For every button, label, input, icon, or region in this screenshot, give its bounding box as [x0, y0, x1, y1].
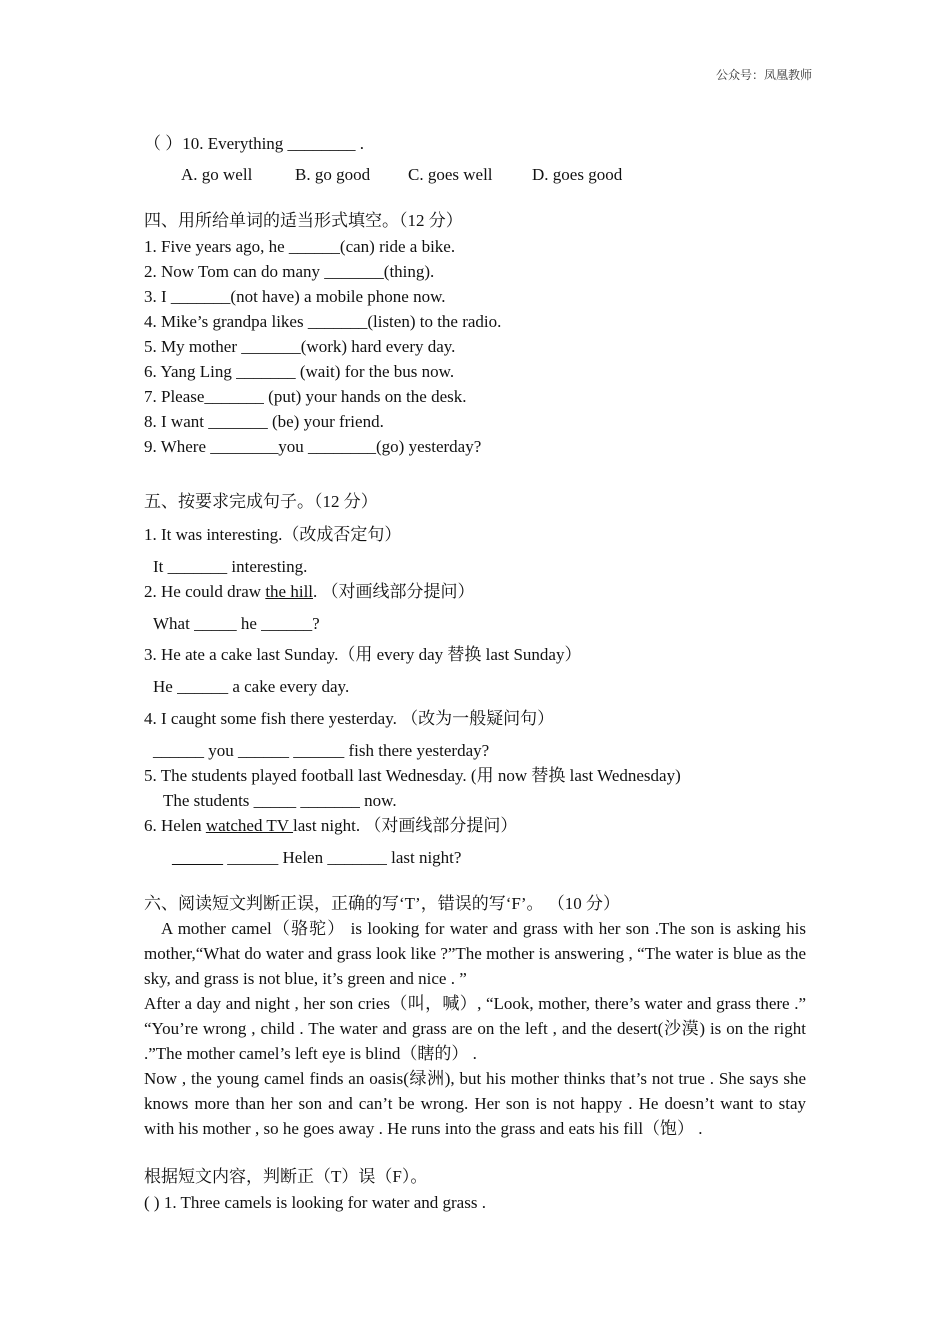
header-note: 公众号：凤凰教师 [715, 68, 812, 82]
section5-a6-rest: ______ Helen _______ last night? [223, 848, 462, 867]
section5-a6-underlined: ______ [172, 848, 223, 867]
section5-a2: What _____ he ______? [153, 614, 320, 633]
section6-instruction: 根据短文内容，判断正（T）误（F）。 [144, 1167, 428, 1186]
section5-q2-post: . （对画线部分提问） [313, 582, 475, 601]
section5-title: 五、按要求完成句子。（12 分） [144, 492, 378, 511]
section4-item-7: 7. Please_______ (put) your hands on the desk. [144, 387, 467, 406]
section5-q2-underlined: the hill [265, 582, 314, 601]
section4-item-5: 5. My mother _______(work) hard every day. [144, 337, 456, 356]
reading-passage [144, 916, 806, 1141]
section6-q1: ( ) 1. Three camels is looking for water and grass . [144, 1193, 486, 1212]
section5-q1: 1. It was interesting.（改成否定句） [144, 525, 402, 544]
q10-option-d: D. goes good [532, 165, 623, 184]
q10-option-b: B. go good [295, 165, 371, 184]
section5-q2-pre: 2. He could draw [144, 582, 266, 601]
section5-a3: He ______ a cake every day. [153, 677, 350, 696]
section5-q2 [144, 581, 475, 603]
passage-paragraph-2: After a day and night , her son cries（叫，喊）, “Look, mother, there’s water and grass there .” “You’re wrong , child . The water and grass are on the left , and the desert(沙漠) is on the right .”The mother camel’s left eye is blind（瞎的） . [144, 994, 806, 1063]
section4-item-3: 3. I _______(not have) a mobile phone now. [144, 287, 446, 306]
section4-item-2: 2. Now Tom can do many _______(thing). [144, 262, 435, 281]
section5-q6-pre: 6. Helen [144, 816, 206, 835]
section5-q6-underlined: watched TV [205, 816, 294, 835]
section4-item-1: 1. Five years ago, he ______(can) ride a bike. [144, 237, 456, 256]
section4-item-6: 6. Yang Ling _______ (wait) for the bus now. [144, 362, 455, 381]
section5-a1: It _______ interesting. [153, 557, 308, 576]
section5-q5: 5. The students played football last Wednesday. (用 now 替换 last Wednesday) [144, 766, 681, 785]
section5-a5: The students _____ _______ now. [163, 791, 397, 810]
section4-item-4: 4. Mike’s grandpa likes _______(listen) to the radio. [144, 312, 502, 331]
section5-q6 [144, 815, 517, 837]
section5-q3: 3. He ate a cake last Sunday.（用 every day 替换 last Sunday） [144, 645, 582, 664]
passage-paragraph-3: Now , the young camel finds an oasis(绿洲), but his mother thinks that’s not true . She says she knows more than her son and can’t be wrong. Her son is not happy . He doesn’t want to stay with his mother , so he goes away . He runs into the grass and eats his fill（饱） . [144, 1069, 806, 1138]
section4-item-9: 9. Where ________you ________(go) yesterday? [144, 437, 482, 456]
section5-q6-post: last night. （对画线部分提问） [293, 816, 518, 835]
q10-option-c: C. goes well [408, 165, 493, 184]
q10-stem: （ ）10. Everything ________ . [144, 134, 365, 153]
section5-a6 [172, 847, 461, 869]
section4-item-8: 8. I want _______ (be) your friend. [144, 412, 384, 431]
q10-option-a: A. go well [181, 165, 253, 184]
section6-title: 六、阅读短文判断正误，正确的写‘T’，错误的写‘F’。 （10 分） [144, 894, 620, 913]
section5-q4: 4. I caught some fish there yesterday. （改为一般疑问句） [144, 709, 555, 728]
section5-a4: ______ you ______ ______ fish there yesterday? [153, 741, 490, 760]
passage-paragraph-1: A mother camel（骆驼） is looking for water and grass with her son .The son is asking his mother,“What do water and grass look like ?”The mother is answering , “The water is blue as the sky, and grass is not blue, it’s green and nice . ” [144, 919, 806, 988]
section4-title: 四、用所给单词的适当形式填空。（12 分） [144, 211, 463, 230]
